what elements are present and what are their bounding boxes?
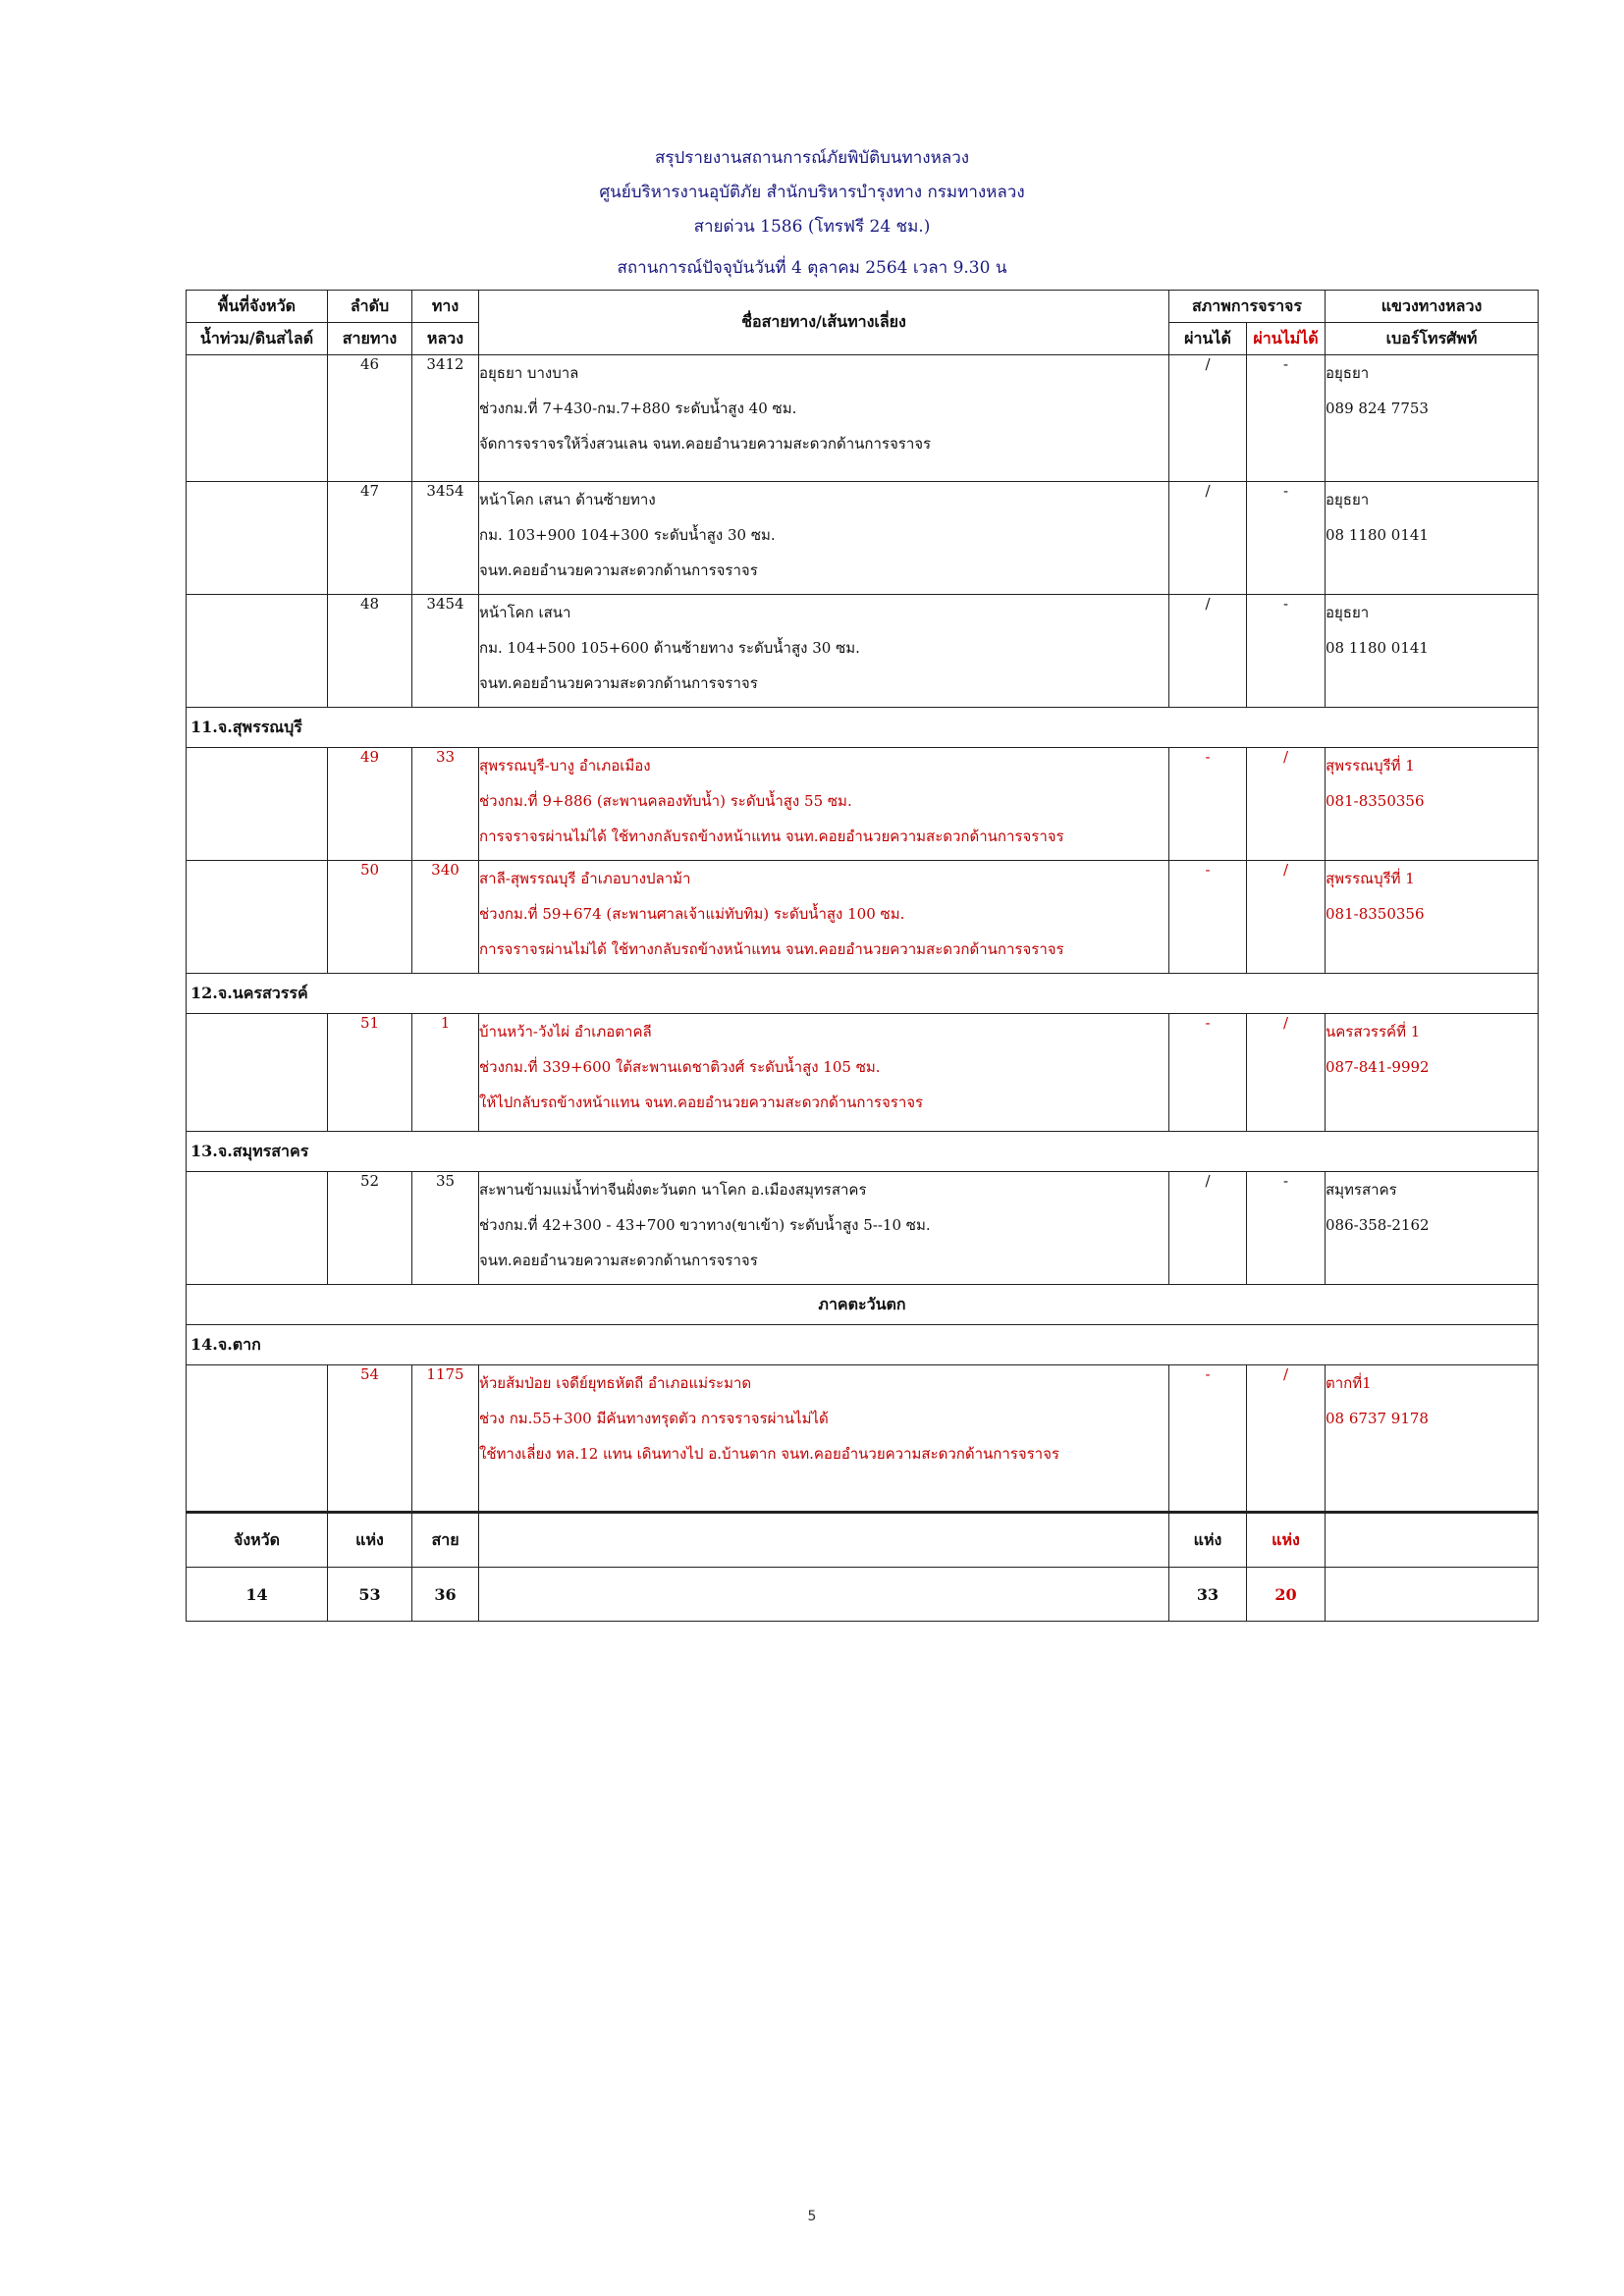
highway-cell: 33: [412, 748, 479, 861]
office-name: อยุธยา: [1326, 604, 1370, 621]
seq-cell: 50: [328, 861, 412, 974]
office-phone: 081-8350356: [1326, 905, 1425, 923]
summary-blank: [479, 1568, 1169, 1622]
report-subtitle-agency: ศูนย์บริหารงานอุบัติภัย สำนักบริหารบำรุงทาง กรมทางหลวง: [599, 183, 1025, 202]
route-line: ให้ไปกลับรถข้างหน้าแทน จนท.คอยอำนวยความสะดวกด้านการจราจร: [479, 1094, 924, 1111]
route-line: กม. 103+900 104+300 ระดับน้ำสูง 30 ซม.: [479, 526, 776, 544]
section-title-samutsakhon: 13.จ.สมุทรสาคร: [187, 1132, 1539, 1172]
seq-cell: 52: [328, 1172, 412, 1285]
section-row: [187, 1132, 1539, 1172]
col-highway-header-2: หลวง: [412, 323, 479, 355]
report-title: สรุปรายงานสถานการณ์ภัยพิบัติบนทางหลวง: [654, 148, 970, 168]
office-cell: [1326, 482, 1539, 595]
col-province-header-1: พื้นที่จังหวัด: [187, 291, 328, 323]
route-line: สาลี-สุพรรณบุรี อำเภอบางปลาม้า: [479, 870, 691, 887]
col-province-header-2: น้ำท่วม/ดินสไลด์: [187, 323, 328, 355]
region-row: [187, 1285, 1539, 1325]
disaster-report-table: [186, 290, 1539, 1622]
route-line: ช่วงกม.ที่ 59+674 (สะพานศาลเจ้าแม่ทับทิม) ระดับน้ำสูง 100 ซม.: [479, 905, 905, 923]
province-cell: [187, 861, 328, 974]
pass-cell: /: [1169, 595, 1247, 708]
route-line: ใช้ทางเลี่ยง ทล.12 แทน เดินทางไป อ.บ้านตาก จนท.คอยอำนวยความสะดวกด้านการจราจร: [479, 1445, 1059, 1463]
table-row: [187, 355, 1539, 482]
office-phone: 08 1180 0141: [1326, 639, 1429, 657]
table-row: [187, 482, 1539, 595]
province-cell: [187, 482, 328, 595]
nopass-cell: -: [1247, 355, 1326, 482]
province-cell: [187, 1014, 328, 1132]
office-cell: [1326, 355, 1539, 482]
pass-cell: -: [1169, 1365, 1247, 1513]
province-cell: [187, 1172, 328, 1285]
report-hotline: สายด่วน 1586 (โทรฟรี 24 ชม.): [693, 217, 931, 237]
route-line: ช่วง กม.55+300 มีคันทางทรุดตัว การจราจรผ่านไม่ได้: [479, 1410, 829, 1427]
region-title-west: ภาคตะวันตก: [187, 1285, 1539, 1325]
office-cell: [1326, 1365, 1539, 1513]
table-row: [187, 1365, 1539, 1513]
route-line: จนท.คอยอำนวยความสะดวกด้านการจราจร: [479, 1252, 758, 1269]
col-seq-header-1: ลำดับ: [328, 291, 412, 323]
nopass-cell: /: [1247, 1014, 1326, 1132]
office-name: นครสวรรค์ที่ 1: [1326, 1023, 1421, 1041]
summary-label-province: จังหวัด: [187, 1513, 328, 1568]
office-phone: 08 1180 0141: [1326, 526, 1429, 544]
office-phone: 08 6737 9178: [1326, 1410, 1429, 1427]
route-cell: [479, 861, 1169, 974]
page-number: 5: [807, 2209, 817, 2224]
nopass-cell: -: [1247, 595, 1326, 708]
seq-cell: 48: [328, 595, 412, 708]
highway-cell: 3454: [412, 595, 479, 708]
seq-cell: 54: [328, 1365, 412, 1513]
office-phone: 081-8350356: [1326, 792, 1425, 810]
table-row: [187, 861, 1539, 974]
route-line: การจราจรผ่านไม่ได้ ใช้ทางกลับรถข้างหน้าแทน จนท.คอยอำนวยความสะดวกด้านการจราจร: [479, 940, 1064, 958]
summary-label-row: [187, 1513, 1539, 1568]
route-line: อยุธยา บางบาล: [479, 364, 579, 382]
summary-label-places: แห่ง: [328, 1513, 412, 1568]
section-row: [187, 1325, 1539, 1365]
summary-nopass-count: 20: [1247, 1568, 1326, 1622]
summary-routes-count: 36: [412, 1568, 479, 1622]
route-line: สุพรรณบุรี-บางู อำเภอเมือง: [479, 757, 651, 774]
report-date: สถานการณ์ปัจจุบันวันที่ 4 ตุลาคม 2564 เวลา 9.30 น: [617, 258, 1007, 278]
seq-cell: 47: [328, 482, 412, 595]
route-line: ช่วงกม.ที่ 339+600 ใต้สะพานเดชาติวงศ์ ระดับน้ำสูง 105 ซม.: [479, 1058, 881, 1076]
route-line: จัดการจราจรให้วิ่งสวนเลน จนท.คอยอำนวยความสะดวกด้านการจราจร: [479, 435, 932, 453]
route-line: จนท.คอยอำนวยความสะดวกด้านการจราจร: [479, 561, 758, 579]
province-cell: [187, 355, 328, 482]
highway-cell: 340: [412, 861, 479, 974]
office-phone: 086-358-2162: [1326, 1216, 1430, 1234]
section-row: [187, 708, 1539, 748]
summary-label-pass: แห่ง: [1169, 1513, 1247, 1568]
route-cell: [479, 1014, 1169, 1132]
route-cell: [479, 1172, 1169, 1285]
nopass-cell: -: [1247, 1172, 1326, 1285]
office-name: สุพรรณบุรีที่ 1: [1326, 870, 1415, 887]
section-title-tak: 14.จ.ตาก: [187, 1325, 1539, 1365]
highway-cell: 3454: [412, 482, 479, 595]
table-row: [187, 1014, 1539, 1132]
office-phone: 089 824 7753: [1326, 400, 1429, 417]
route-cell: [479, 1365, 1169, 1513]
highway-cell: 3412: [412, 355, 479, 482]
highway-cell: 1: [412, 1014, 479, 1132]
col-seq-header-2: สายทาง: [328, 323, 412, 355]
pass-cell: -: [1169, 1014, 1247, 1132]
col-nopass-header: ผ่านไม่ได้: [1247, 323, 1326, 355]
province-cell: [187, 748, 328, 861]
nopass-cell: -: [1247, 482, 1326, 595]
route-cell: [479, 748, 1169, 861]
summary-pass-count: 33: [1169, 1568, 1247, 1622]
summary-blank: [479, 1513, 1169, 1568]
pass-cell: /: [1169, 355, 1247, 482]
office-name: อยุธยา: [1326, 364, 1370, 382]
office-cell: [1326, 1172, 1539, 1285]
nopass-cell: /: [1247, 861, 1326, 974]
route-line: ห้วยส้มป่อย เจดีย์ยุทธหัตถี อำเภอแม่ระมาด: [479, 1374, 752, 1392]
table-row: [187, 595, 1539, 708]
office-cell: [1326, 861, 1539, 974]
summary-blank: [1326, 1568, 1539, 1622]
route-line: บ้านหว้า-วังไผ่ อำเภอตาคลี: [479, 1023, 652, 1041]
pass-cell: /: [1169, 1172, 1247, 1285]
office-cell: [1326, 748, 1539, 861]
pass-cell: -: [1169, 748, 1247, 861]
pass-cell: -: [1169, 861, 1247, 974]
office-cell: [1326, 1014, 1539, 1132]
nopass-cell: /: [1247, 748, 1326, 861]
summary-label-routes: สาย: [412, 1513, 479, 1568]
office-phone: 087-841-9992: [1326, 1058, 1430, 1076]
route-line: ช่วงกม.ที่ 9+886 (สะพานคลองทับน้ำ) ระดับน้ำสูง 55 ซม.: [479, 792, 852, 810]
office-cell: [1326, 595, 1539, 708]
summary-province-count: 14: [187, 1568, 328, 1622]
route-line: ช่วงกม.ที่ 7+430-กม.7+880 ระดับน้ำสูง 40 ซม.: [479, 400, 797, 417]
highway-cell: 35: [412, 1172, 479, 1285]
seq-cell: 51: [328, 1014, 412, 1132]
summary-blank: [1326, 1513, 1539, 1568]
route-line: สะพานข้ามแม่น้ำท่าจีนฝั่งตะวันตก นาโคก อ.เมืองสมุทรสาคร: [479, 1181, 867, 1199]
route-line: หน้าโคก เสนา ด้านซ้ายทาง: [479, 491, 656, 508]
col-route-header: ชื่อสายทาง/เส้นทางเลี่ยง: [479, 291, 1169, 355]
route-line: หน้าโคก เสนา: [479, 604, 571, 621]
table-row: [187, 1172, 1539, 1285]
route-line: ช่วงกม.ที่ 42+300 - 43+700 ขวาทาง(ขาเข้า) ระดับน้ำสูง 5--10 ซม.: [479, 1216, 931, 1234]
nopass-cell: /: [1247, 1365, 1326, 1513]
office-name: สมุทรสาคร: [1326, 1181, 1397, 1199]
pass-cell: /: [1169, 482, 1247, 595]
route-cell: [479, 482, 1169, 595]
province-cell: [187, 595, 328, 708]
route-cell: [479, 355, 1169, 482]
col-highway-header-1: ทาง: [412, 291, 479, 323]
section-title-nakhonsawan: 12.จ.นครสวรรค์: [187, 974, 1539, 1014]
province-cell: [187, 1365, 328, 1513]
highway-cell: 1175: [412, 1365, 479, 1513]
col-traffic-header: สภาพการจราจร: [1169, 291, 1326, 323]
table-row: [187, 748, 1539, 861]
summary-places-count: 53: [328, 1568, 412, 1622]
section-title-suphanburi: 11.จ.สุพรรณบุรี: [187, 708, 1539, 748]
col-pass-header: ผ่านได้: [1169, 323, 1247, 355]
route-line: กม. 104+500 105+600 ด้านซ้ายทาง ระดับน้ำสูง 30 ซม.: [479, 639, 860, 657]
section-row: [187, 974, 1539, 1014]
col-office-header-2: เบอร์โทรศัพท์: [1326, 323, 1539, 355]
office-name: อยุธยา: [1326, 491, 1370, 508]
office-name: ตากที่1: [1326, 1374, 1372, 1392]
office-name: สุพรรณบุรีที่ 1: [1326, 757, 1415, 774]
summary-value-row: [187, 1568, 1539, 1622]
route-line: จนท.คอยอำนวยความสะดวกด้านการจราจร: [479, 674, 758, 692]
summary-label-nopass: แห่ง: [1247, 1513, 1326, 1568]
col-office-header-1: แขวงทางหลวง: [1326, 291, 1539, 323]
route-line: การจราจรผ่านไม่ได้ ใช้ทางกลับรถข้างหน้าแทน จนท.คอยอำนวยความสะดวกด้านการจราจร: [479, 828, 1064, 845]
seq-cell: 49: [328, 748, 412, 861]
route-cell: [479, 595, 1169, 708]
seq-cell: 46: [328, 355, 412, 482]
